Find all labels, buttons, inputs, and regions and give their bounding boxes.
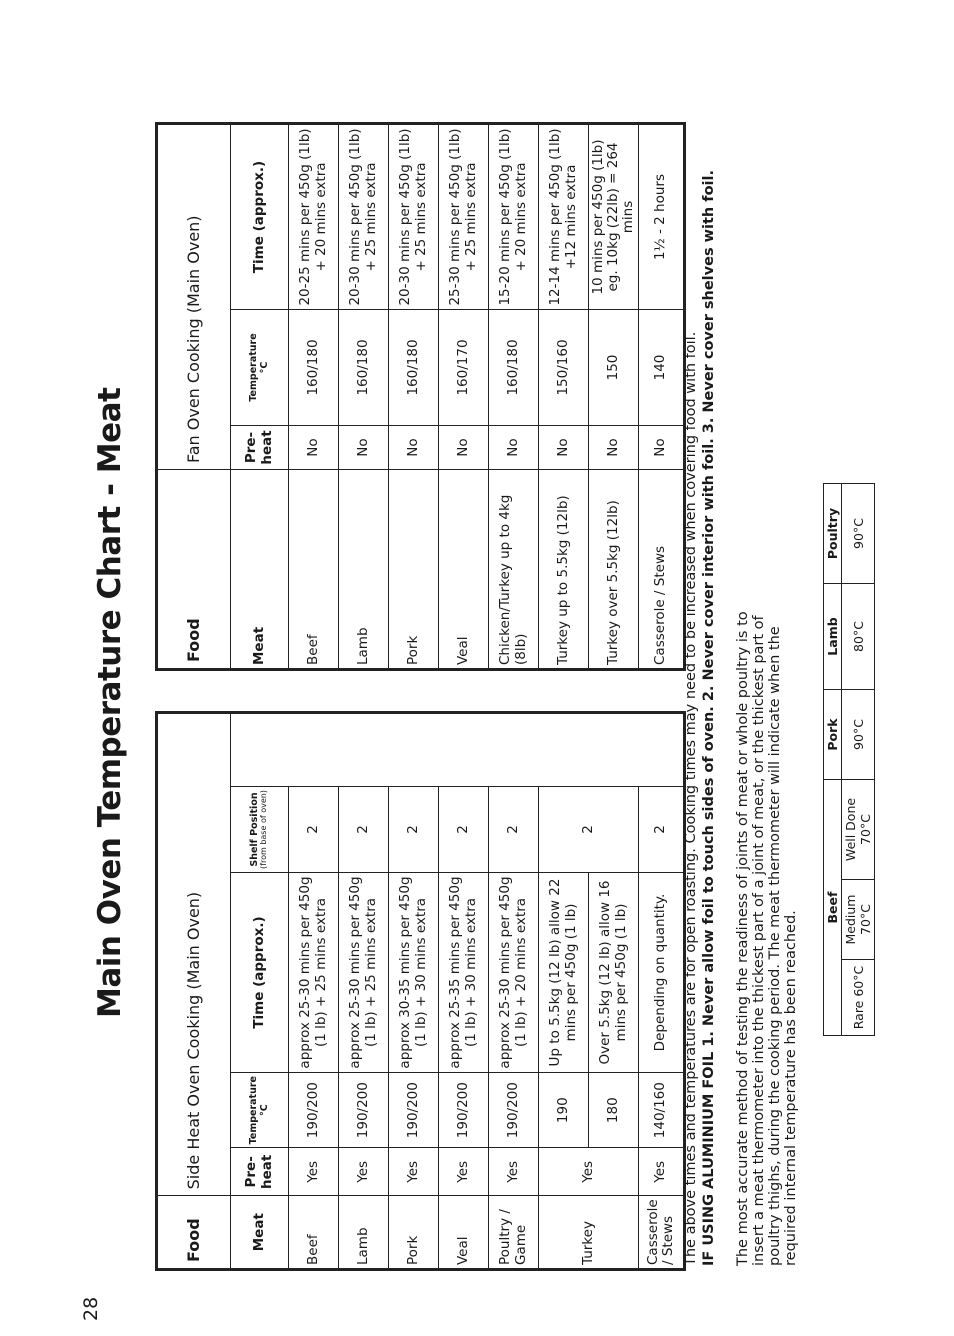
table-row — [639, 713, 685, 1270]
side-heat-section-row — [157, 713, 231, 1270]
temperature-unit: °C — [258, 1104, 270, 1117]
pork-header: Pork — [824, 690, 842, 780]
temperature-unit: °C — [258, 361, 270, 374]
preheat-cell: Yes — [339, 1148, 389, 1196]
shelf-label: Shelf Position — [248, 792, 260, 867]
time-cell: 10 mins per 450g (1lb) eg. 10kg (22lb) = 264 mins — [589, 124, 639, 310]
shelf-cell: 2 — [289, 787, 339, 873]
poultry-header: Poultry — [824, 484, 842, 584]
time-cell: Over 5.5kg (12 lb) allow 16 mins per 450g (1 lb) — [589, 873, 639, 1073]
preheat-cell: No — [589, 426, 639, 470]
meat-cell: Beef — [289, 1196, 339, 1270]
time-cell: approx 25-30 mins per 450g (1 lb) + 25 mins extra — [339, 873, 389, 1073]
table-row — [589, 124, 639, 670]
fan-oven-table — [155, 122, 686, 671]
page-number: 28 — [80, 1296, 102, 1321]
preheat-cell: Yes — [389, 1148, 439, 1196]
meat-cell: Veal — [439, 470, 489, 670]
preheat-cell: No — [489, 426, 539, 470]
time-cell: approx 30-35 mins per 450g (1 lb) + 30 mins extra — [389, 873, 439, 1073]
time-cell: approx 25-30 mins per 450g (1 lb) + 20 mins extra — [489, 873, 539, 1073]
fan-section-label: Fan Oven Cooking (Main Oven) — [157, 124, 231, 470]
time-cell: 25-30 mins per 450g (1lb) + 25 mins extra — [439, 124, 489, 310]
time-cell: Up to 5.5kg (12 lb) allow 22 mins per 450g (1 lb) — [539, 873, 589, 1073]
roasting-note: The above times and temperatures are for open roasting. Cooking times may need to be increased when covering food with foil. — [683, 331, 699, 1266]
time-cell: 20-30 mins per 450g (1lb) + 25 mins extra — [339, 124, 389, 310]
meat-cell: Turkey up to 5.5kg (12lb) — [539, 470, 589, 670]
beef-medium-cell: Medium 70°C — [842, 880, 875, 960]
shelf-cell: 2 — [489, 787, 539, 873]
temperature-label: Temperature — [247, 1076, 259, 1145]
preheat-header: Pre-heat — [231, 426, 289, 470]
page-title: Main Oven Temperature Chart - Meat — [92, 387, 128, 1018]
side-heat-table — [155, 711, 686, 1271]
side-heat-food-label: Food — [157, 1196, 231, 1270]
meat-header: Meat — [231, 1196, 289, 1270]
preheat-header: Pre-heat — [231, 1148, 289, 1196]
internal-value-row — [842, 484, 875, 1036]
time-cell: 20-30 mins per 450g (1lb) + 25 mins extra — [389, 124, 439, 310]
preheat-cell: No — [439, 426, 489, 470]
preheat-cell: No — [339, 426, 389, 470]
preheat-cell: Yes — [489, 1148, 539, 1196]
shelf-cell: 2 — [439, 787, 489, 873]
meat-cell: Lamb — [339, 470, 389, 670]
foil-warning: IF USING ALUMINIUM FOIL 1. Never allow foil to touch sides of oven. 2. Never cover interior with foil. 3. Never cover shelves with foil. — [701, 169, 717, 1266]
table-row — [539, 713, 589, 1270]
table-row — [339, 713, 389, 1270]
meat-cell: Lamb — [339, 1196, 389, 1270]
table-row — [289, 124, 339, 670]
time-cell: 15-20 mins per 450g (1lb) + 20 mins extra — [489, 124, 539, 310]
shelf-header — [231, 787, 289, 873]
temperature-cell: 160/170 — [439, 310, 489, 426]
internal-header-row — [824, 484, 842, 1036]
meat-cell: Pork — [389, 470, 439, 670]
meat-cell: Chicken/Turkey up to 4kg (8lb) — [489, 470, 539, 670]
preheat-cell: Yes — [439, 1148, 489, 1196]
meat-cell: Casserole / Stews — [639, 470, 685, 670]
temperature-cell: 140 — [639, 310, 685, 426]
shelf-cell: 2 — [389, 787, 439, 873]
temperature-cell: 150 — [589, 310, 639, 426]
temperature-cell: 190 — [539, 1073, 589, 1148]
preheat-cell: No — [539, 426, 589, 470]
internal-temperature-table — [823, 483, 875, 1036]
temperature-cell: 190/200 — [339, 1073, 389, 1148]
lamb-header: Lamb — [824, 584, 842, 690]
preheat-cell: Yes — [639, 1148, 685, 1196]
table-row — [489, 124, 539, 670]
fan-section-row — [157, 124, 231, 670]
fan-header-row — [231, 124, 289, 670]
meat-cell: Poultry / Game — [489, 1196, 539, 1270]
temperature-cell: 160/180 — [389, 310, 439, 426]
table-row — [439, 124, 489, 670]
table-row — [339, 124, 389, 670]
preheat-cell: No — [289, 426, 339, 470]
meat-cell: Turkey over 5.5kg (12lb) — [589, 470, 639, 670]
table-row — [289, 713, 339, 1270]
shelf-cell: 2 — [639, 787, 685, 873]
time-header: Time (approx.) — [231, 873, 289, 1073]
table-row — [539, 124, 589, 670]
time-cell: 20-25 mins per 450g (1lb) + 20 mins extra — [289, 124, 339, 310]
time-cell: approx 25-35 mins per 450g (1 lb) + 30 mins extra — [439, 873, 489, 1073]
time-cell: approx 25-30 mins per 450g (1 lb) + 25 mins extra — [289, 873, 339, 1073]
temperature-header — [231, 1073, 289, 1148]
temperature-cell: 190/200 — [489, 1073, 539, 1148]
preheat-cell: Yes — [539, 1148, 639, 1196]
lamb-cell: 80°C — [842, 584, 875, 690]
table-row — [489, 713, 539, 1270]
preheat-cell: No — [389, 426, 439, 470]
meat-header: Meat — [231, 470, 289, 670]
table-row — [389, 713, 439, 1270]
temperature-cell: 180 — [589, 1073, 639, 1148]
beef-header: Beef — [824, 780, 842, 1036]
temperature-cell: 190/200 — [289, 1073, 339, 1148]
temperature-cell: 160/180 — [289, 310, 339, 426]
temperature-cell: 160/180 — [339, 310, 389, 426]
side-heat-section-label: Side Heat Oven Cooking (Main Oven) — [157, 713, 231, 1196]
table-row — [439, 713, 489, 1270]
time-cell: 1½ - 2 hours — [639, 124, 685, 310]
fan-food-label: Food — [157, 470, 231, 670]
temperature-cell: 190/200 — [439, 1073, 489, 1148]
time-cell: Depending on quantity. — [639, 873, 685, 1073]
meat-cell: Pork — [389, 1196, 439, 1270]
temperature-header — [231, 310, 289, 426]
pork-cell: 90°C — [842, 690, 875, 780]
temperature-cell: 160/180 — [489, 310, 539, 426]
meat-cell: Beef — [289, 470, 339, 670]
meat-cell: Casserole / Stews — [639, 1196, 685, 1270]
meat-cell: Turkey — [539, 1196, 639, 1270]
preheat-cell: No — [639, 426, 685, 470]
shelf-cell: 2 — [539, 787, 639, 873]
shelf-cell: 2 — [339, 787, 389, 873]
time-cell: 12-14 mins per 450g (1lb) +12 mins extra — [539, 124, 589, 310]
temperature-label: Temperature — [247, 333, 259, 402]
table-row — [389, 124, 439, 670]
thermometer-paragraph: The most accurate method of testing the readiness of joints of meat or whole poultry is to insert a meat thermometer into the thickest part of a joint of meat, or the thickest part of poultry thighs, during the cooking period. The meat thermometer will indicate when the required internal temperature has been reached. — [735, 611, 799, 1266]
temperature-cell: 140/160 — [639, 1073, 685, 1148]
table-row — [639, 124, 685, 670]
temperature-cell: 150/160 — [539, 310, 589, 426]
meat-cell: Veal — [439, 1196, 489, 1270]
side-heat-header-row — [231, 713, 289, 1270]
preheat-cell: Yes — [289, 1148, 339, 1196]
time-header: Time (approx.) — [231, 124, 289, 310]
beef-well-done-cell: Well Done 70°C — [842, 780, 875, 880]
beef-rare-cell: Rare 60°C — [842, 960, 875, 1036]
poultry-cell: 90°C — [842, 484, 875, 584]
temperature-cell: 190/200 — [389, 1073, 439, 1148]
shelf-sublabel: (from base of oven) — [259, 790, 269, 869]
